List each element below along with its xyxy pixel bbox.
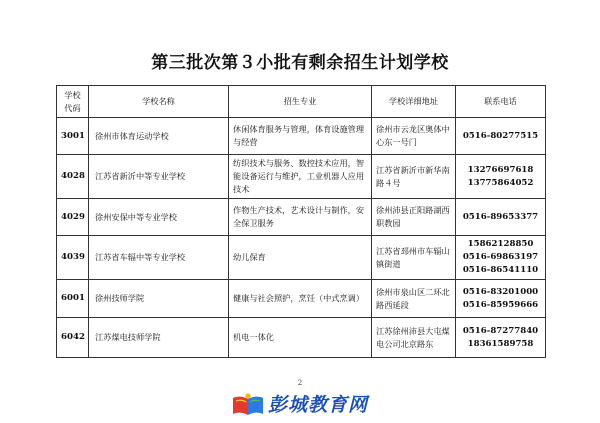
- header-code: [57, 86, 89, 118]
- page-number: 2: [297, 379, 303, 387]
- school-phone: [456, 280, 546, 318]
- site-logo: [232, 392, 368, 418]
- school-code: 3001: [57, 118, 89, 155]
- school-address: 江苏徐州沛县大屯煤电公司北京路东: [372, 318, 456, 358]
- school-phone: [456, 236, 546, 280]
- phone-number: 0516-85959666: [462, 299, 539, 310]
- school-address: 江苏省新沂市新华南路４号: [372, 155, 456, 199]
- header-phone: 联系电话: [456, 86, 546, 118]
- school-address: 江苏省邳州市车辐山镇街道: [372, 236, 456, 280]
- table-row: [57, 236, 546, 280]
- school-code: 4029: [57, 199, 89, 236]
- table-row: [57, 199, 546, 236]
- phone-number: 0516-69863197: [462, 252, 539, 262]
- school-major: 机电一体化: [229, 318, 372, 358]
- table-row: [57, 318, 546, 358]
- school-name: 江苏省新沂中等专业学校: [89, 155, 229, 199]
- school-address: 徐州市泉山区二环北路西延段: [372, 280, 456, 318]
- phone-number: 0516-89653377: [462, 211, 539, 222]
- school-major: 纺织技术与服务、数控技术应用，智能设备运行与维护，工业机器人应用技术: [229, 155, 372, 199]
- table-header-row: [57, 86, 546, 118]
- school-name: 江苏煤电技师学院: [89, 318, 229, 358]
- school-code: 4039: [57, 236, 89, 280]
- page-title: 第三批次第３小批有剩余招生计划学校: [151, 53, 449, 73]
- header-code-line1: 学校: [64, 89, 81, 100]
- header-address: 学校详细地址: [372, 86, 456, 118]
- school-phone: [456, 155, 546, 199]
- phone-number: 13276697618: [467, 164, 534, 175]
- school-code: 4028: [57, 155, 89, 199]
- school-name: 徐州技师学院: [89, 280, 229, 318]
- school-name: 江苏省车辐中等专业学校: [89, 236, 229, 280]
- school-major: 幼儿保育: [229, 236, 372, 280]
- header-code-line2: 代码: [64, 102, 81, 113]
- book-icon: [232, 392, 264, 418]
- school-name: 徐州安保中等专业学校: [89, 199, 229, 236]
- phone-number: 18361589758: [467, 338, 534, 349]
- phone-number: 0516-80277515: [462, 130, 539, 141]
- phone-number: 0516-86541110: [462, 265, 539, 275]
- school-phone: [456, 318, 546, 358]
- schools-table: [56, 85, 546, 358]
- phone-number: 0516-87277840: [462, 325, 539, 336]
- table-row: [57, 118, 546, 155]
- school-phone: [456, 199, 546, 236]
- table-row: [57, 280, 546, 318]
- phone-number: 15862128850: [467, 239, 534, 249]
- phone-number: 0516-83201000: [462, 286, 539, 297]
- logo-text: 彭城教育网: [268, 394, 369, 416]
- school-address: 徐州沛县正阳路湖西职教园: [372, 199, 456, 236]
- school-name: 徐州市体育运动学校: [89, 118, 229, 155]
- school-phone: [456, 118, 546, 155]
- table-row: [57, 155, 546, 199]
- school-address: 徐州市云龙区奥体中心东一号门: [372, 118, 456, 155]
- school-code: 6001: [57, 280, 89, 318]
- header-name: 学校名称: [89, 86, 229, 118]
- header-major: 招生专业: [229, 86, 372, 118]
- school-code: 6042: [57, 318, 89, 358]
- phone-number: 13775864052: [467, 177, 534, 188]
- school-major: 休闲体育服务与管理，体育设施管理与经营: [229, 118, 372, 155]
- school-major: 作物生产技术，艺术设计与制作，安全保卫服务: [229, 199, 372, 236]
- school-major: 健康与社会照护，烹饪（中式烹调）: [229, 280, 372, 318]
